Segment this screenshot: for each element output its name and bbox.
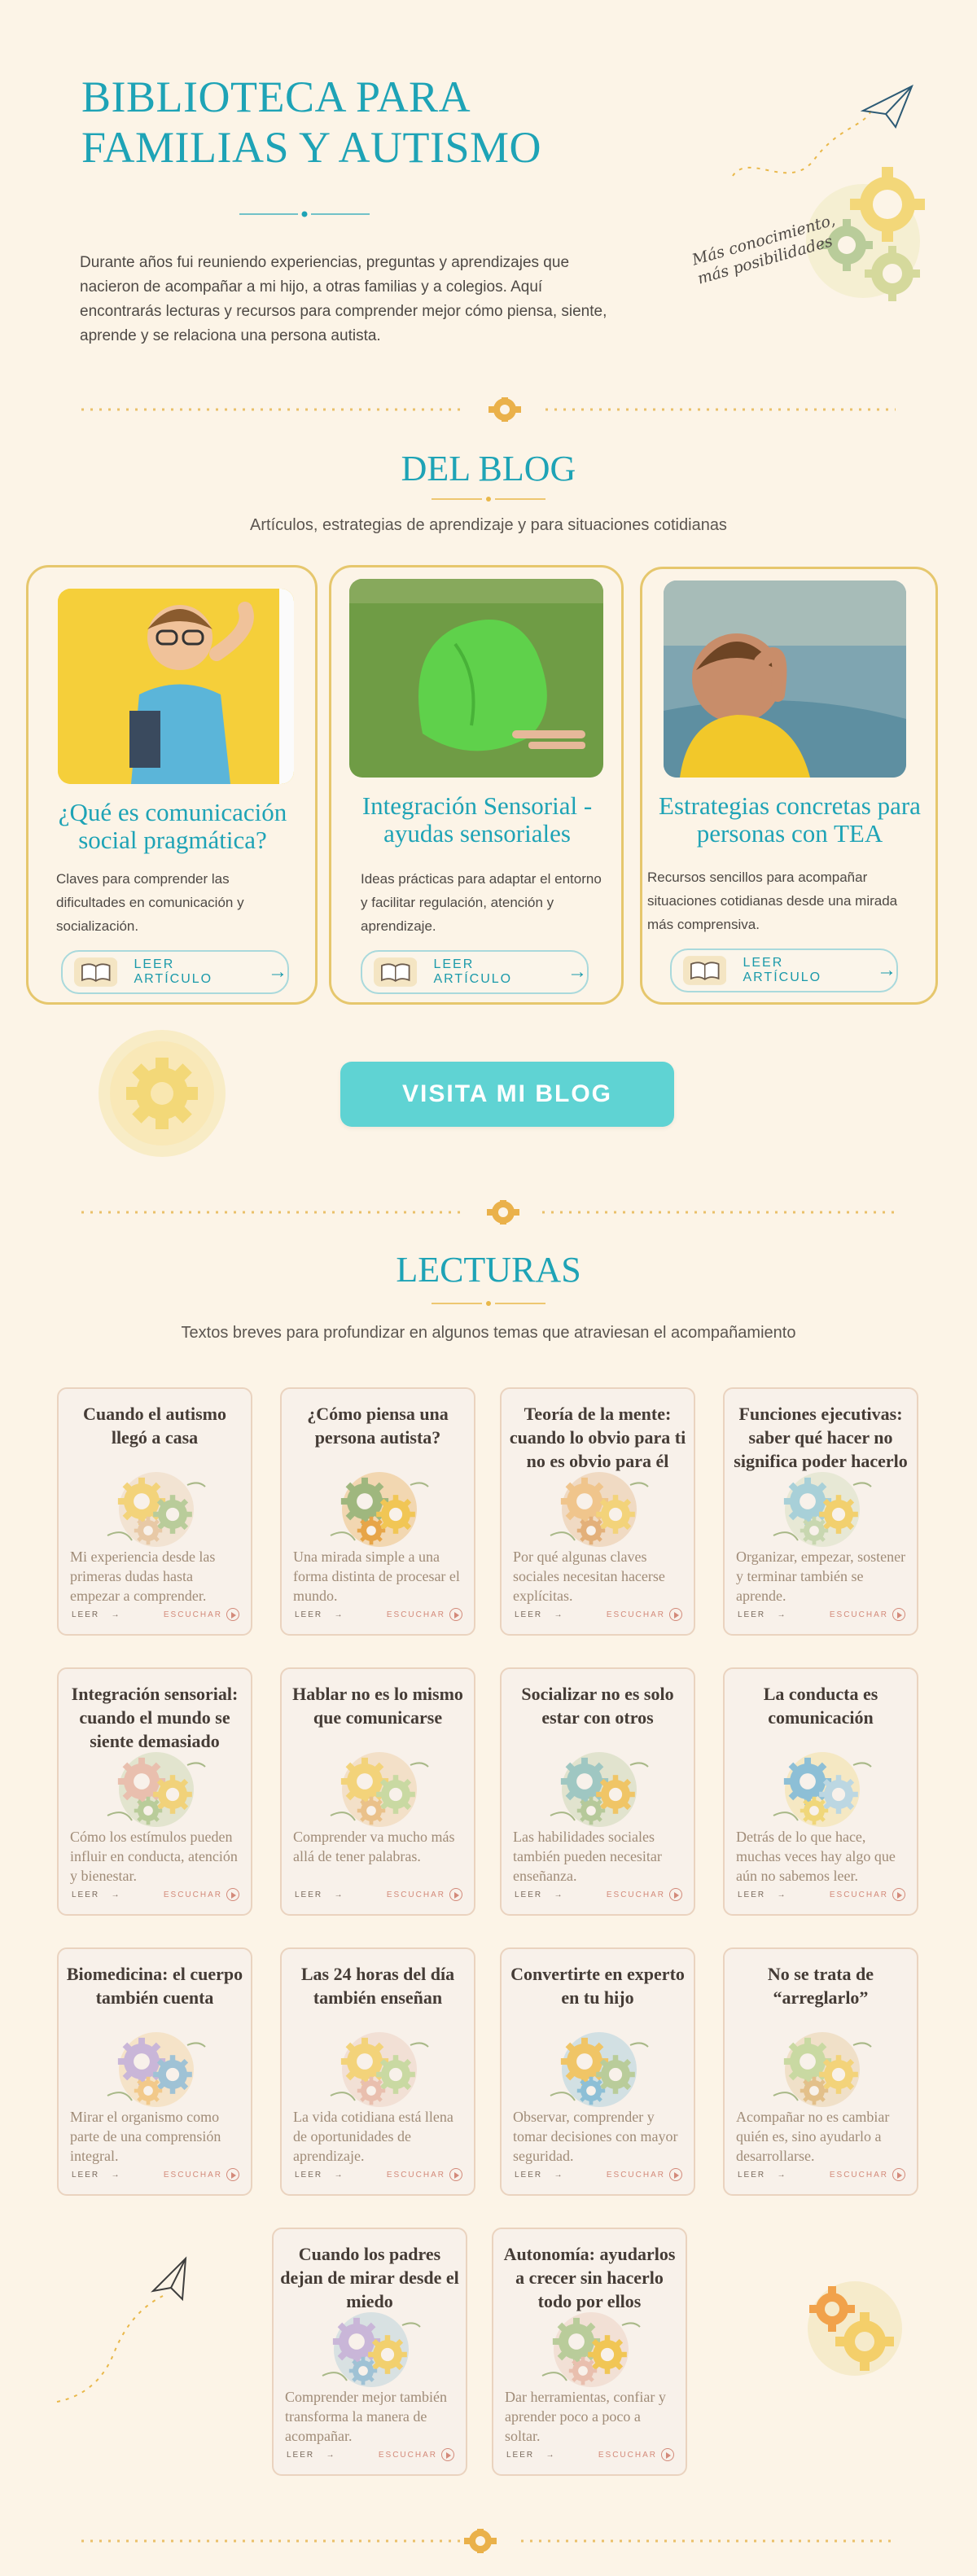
read-link[interactable]: [295, 1610, 344, 1619]
reading-card[interactable]: [500, 1387, 695, 1636]
gears-illustration-icon: [542, 2022, 656, 2112]
gears-illustration-icon: [765, 1462, 879, 1552]
arrow-right-icon: →: [326, 2171, 344, 2180]
play-icon: [441, 2448, 454, 2461]
listen-link-label: ESCUCHAR: [386, 1890, 445, 1899]
listen-link[interactable]: [387, 2168, 462, 2181]
listen-link-label: ESCUCHAR: [386, 1610, 445, 1619]
reading-card[interactable]: [500, 1667, 695, 1916]
read-article-button[interactable]: [670, 948, 898, 992]
arrow-right-icon: →: [769, 1610, 787, 1619]
arrow-right-icon: →: [103, 1890, 121, 1899]
play-icon: [892, 2168, 905, 2181]
blog-card-title[interactable]: ¿Qué es comunicación social pragmática?: [58, 798, 287, 854]
reading-card-desc: Las habilidades sociales también pueden necesitar enseñanza.: [513, 1829, 662, 1884]
reading-card-title: Biomedicina: el cuerpo también cuenta: [66, 1964, 243, 2008]
reading-card-title: Socializar no es solo estar con otros: [521, 1684, 674, 1728]
reading-card[interactable]: [492, 2228, 687, 2476]
arrow-right-icon: →: [545, 1610, 564, 1619]
book-icon: [74, 957, 117, 987]
play-icon: [892, 1608, 905, 1621]
reading-card-desc: Detrás de lo que hace, muchas veces hay algo que aún no sabemos leer.: [736, 1829, 896, 1884]
listen-link[interactable]: [830, 1608, 905, 1621]
read-article-label: LEER ARTÍCULO: [134, 957, 213, 986]
reading-card[interactable]: [280, 1667, 475, 1916]
read-link-label: LEER: [72, 1610, 100, 1619]
reading-card-title: Integración sensorial: cuando el mundo se siente demasiado: [71, 1684, 239, 1751]
reading-card-desc: Mi experiencia desde las primeras dudas hasta empezar a comprender.: [70, 1549, 216, 1604]
read-link[interactable]: [738, 1890, 786, 1899]
arrow-right-icon: →: [103, 2171, 121, 2180]
read-link[interactable]: [515, 1610, 563, 1619]
arrow-right-icon: →: [268, 961, 287, 983]
read-link-label: LEER: [72, 1890, 100, 1899]
read-link-label: LEER: [295, 1890, 323, 1899]
listen-link[interactable]: [607, 1888, 682, 1901]
reading-card-desc: Acompañar no es cambiar quién es, sino ayudarlo a desarrollarse.: [736, 2109, 890, 2164]
gears-illustration-icon: [99, 2022, 213, 2112]
readings-subtitle: Textos breves para profundizar en algunos temas que atraviesan el acompañamiento: [181, 1324, 796, 1342]
blog-card: [640, 567, 938, 1005]
play-icon: [449, 1888, 462, 1901]
read-link-label: LEER: [738, 1890, 766, 1899]
read-link-label: LEER: [287, 2451, 315, 2460]
reading-card-desc: Observar, comprender y tomar decisiones con mayor seguridad.: [513, 2109, 678, 2164]
read-link-label: LEER: [72, 2171, 100, 2180]
gear-icon: [487, 1200, 519, 1224]
arrow-right-icon: →: [326, 1890, 344, 1899]
section-divider: [81, 2529, 896, 2553]
reading-card-title: Funciones ejecutivas: saber qué hacer no significa poder hacerlo: [734, 1404, 908, 1471]
reading-card-desc: Una mirada simple a una forma distinta de procesar el mundo.: [293, 1549, 460, 1604]
gears-illustration-icon: [99, 1462, 213, 1552]
reading-card-title: Las 24 horas del día también enseñan: [300, 1964, 455, 2008]
reading-card-desc: La vida cotidiana está llena de oportunidades de aprendizaje.: [293, 2109, 453, 2164]
arrow-right-icon: →: [769, 2171, 787, 2180]
play-icon: [449, 2168, 462, 2181]
read-link[interactable]: [515, 2171, 563, 2180]
listen-link[interactable]: [387, 1608, 462, 1621]
play-icon: [669, 2168, 682, 2181]
listen-link-label: ESCUCHAR: [386, 2170, 445, 2180]
listen-link-label: ESCUCHAR: [829, 1890, 888, 1899]
listen-link[interactable]: [598, 2448, 674, 2461]
play-icon: [661, 2448, 674, 2461]
arrow-right-icon: →: [545, 1890, 564, 1899]
listen-link-label: ESCUCHAR: [163, 1890, 222, 1899]
play-icon: [669, 1888, 682, 1901]
read-link[interactable]: [72, 1610, 120, 1619]
reading-card[interactable]: [723, 1667, 918, 1916]
intro-text: Durante años fui reuniendo experiencias, preguntas y aprendizajes que nacieron de acompañar a mi hijo, a otras familias y a colegios. Aquí encontrarás lecturas y recursos para comprender mejor cómo piensa, siente, aprende y se relaciona una persona autista.: [80, 254, 607, 344]
blog-card: [26, 565, 318, 1005]
listen-link-label: ESCUCHAR: [163, 2170, 222, 2180]
blog-card-image: [349, 579, 603, 778]
reading-card[interactable]: [723, 1947, 918, 2196]
blog-card-image: [664, 580, 906, 778]
blog-card-desc: Claves para comprender las dificultades en comunicación y socialización.: [56, 871, 244, 934]
read-link[interactable]: [72, 2171, 120, 2180]
section-title-underline: [432, 495, 545, 503]
book-icon: [374, 957, 417, 987]
blog-card-desc: Recursos sencillos para acompañar situaciones cotidianas desde una mirada más comprensiva.: [647, 870, 898, 932]
section-title-underline: [432, 1299, 545, 1308]
reading-card[interactable]: [57, 1667, 252, 1916]
reading-card[interactable]: [723, 1387, 918, 1636]
gear-icon: [488, 397, 521, 422]
page-title: [81, 72, 586, 173]
reading-card[interactable]: [500, 1947, 695, 2196]
play-icon: [226, 2168, 239, 2181]
play-icon: [449, 1608, 462, 1621]
gears-illustration-icon: [322, 2022, 436, 2112]
blog-card-title[interactable]: Integración Sensorial - ayudas sensoriales: [361, 791, 593, 848]
play-icon: [226, 1608, 239, 1621]
reading-card-title: La conducta es comunicación: [763, 1684, 878, 1728]
listen-link[interactable]: [164, 1888, 239, 1901]
reading-card-title: Convertirte en experto en tu hijo: [510, 1964, 685, 2008]
hero-decoration: [700, 78, 928, 322]
reading-card-title: Cuando los padres dejan de mirar desde el miedo: [280, 2244, 459, 2311]
listen-link[interactable]: [830, 1888, 905, 1901]
read-link[interactable]: [72, 1890, 120, 1899]
listen-link-label: ESCUCHAR: [606, 1890, 665, 1899]
listen-link[interactable]: [379, 2448, 454, 2461]
arrow-right-icon: →: [545, 2171, 564, 2180]
reading-card-title: Cuando el autismo llegó a casa: [82, 1404, 227, 1448]
visit-blog-button[interactable]: VISITA MI BLOG: [340, 1062, 674, 1127]
read-link[interactable]: [515, 1890, 563, 1899]
listen-link-label: ESCUCHAR: [606, 1610, 665, 1619]
reading-card-title: ¿Cómo piensa una persona autista?: [307, 1404, 449, 1448]
listen-link-label: ESCUCHAR: [378, 2450, 437, 2460]
read-link[interactable]: [295, 2171, 344, 2180]
gear-icon: [96, 1027, 228, 1159]
blog-card: [329, 565, 624, 1005]
gears-illustration-icon: [542, 1462, 656, 1552]
read-link-label: LEER: [515, 1610, 543, 1619]
gears-illustration-icon: [765, 1742, 879, 1832]
gears-illustration-icon: [314, 2302, 428, 2392]
read-link[interactable]: [287, 2451, 335, 2460]
reading-card-title: Teoría de la mente: cuando lo obvio para ti no es obvio para él: [509, 1404, 686, 1471]
arrow-right-icon: →: [326, 1610, 344, 1619]
gear-icon: [464, 2529, 497, 2553]
read-article-label: LEER ARTÍCULO: [743, 956, 822, 984]
read-link[interactable]: [738, 2171, 786, 2180]
listen-link-label: ESCUCHAR: [598, 2450, 657, 2460]
reading-card[interactable]: [280, 1387, 475, 1636]
read-link-label: LEER: [506, 2451, 535, 2460]
reading-card-desc: Organizar, empezar, sostener y terminar también se aprende.: [736, 1549, 906, 1604]
read-link-label: LEER: [515, 1890, 543, 1899]
gears-illustration-icon: [765, 2022, 879, 2112]
blog-card-title[interactable]: Estrategias concretas para personas con TEA: [659, 791, 921, 848]
reading-card[interactable]: [57, 1387, 252, 1636]
read-link[interactable]: [295, 1890, 344, 1899]
play-icon: [892, 1888, 905, 1901]
handwritten-quote: Más conocimiento, más posibilidades: [690, 211, 838, 288]
reading-card-desc: Cómo los estímulos pueden influir en conducta, atención y bienestar.: [70, 1829, 238, 1884]
arrow-right-icon: →: [877, 959, 896, 981]
read-link-label: LEER: [515, 2171, 543, 2180]
arrow-right-icon: →: [769, 1890, 787, 1899]
reading-card[interactable]: [280, 1947, 475, 2196]
paper-plane-icon: [153, 2258, 186, 2299]
reading-card-desc: Dar herramientas, confiar y aprender poco a poco a soltar.: [505, 2389, 666, 2444]
reading-card[interactable]: [272, 2228, 467, 2476]
reading-card-desc: Comprender va mucho más allá de tener palabras.: [293, 1829, 455, 1864]
blog-card-desc: Ideas prácticas para adaptar el entorno y facilitar regulación, atención y aprendizaje.: [361, 871, 602, 934]
arrow-right-icon: →: [103, 1610, 121, 1619]
read-article-button[interactable]: [61, 950, 289, 994]
title-underline: [239, 210, 370, 218]
read-article-label: LEER ARTÍCULO: [433, 957, 513, 986]
arrow-right-icon: →: [537, 2451, 556, 2460]
section-divider: [81, 1200, 896, 1224]
listen-link[interactable]: [164, 2168, 239, 2181]
blog-section-title: DEL BLOG: [401, 449, 576, 488]
listen-link[interactable]: [387, 1888, 462, 1901]
listen-link-label: ESCUCHAR: [829, 2170, 888, 2180]
gears-decoration: [798, 2272, 904, 2377]
read-link-label: LEER: [295, 2171, 323, 2180]
paper-plane-icon: [863, 86, 912, 127]
reading-card-desc: Mirar el organismo como parte de una comprensión integral.: [70, 2109, 221, 2164]
reading-card-desc: Comprender mejor también transforma la manera de acompañar.: [285, 2389, 447, 2444]
blog-subtitle: Artículos, estrategias de aprendizaje y para situaciones cotidianas: [250, 516, 727, 534]
arrow-right-icon: →: [567, 961, 587, 983]
listen-link[interactable]: [607, 1608, 682, 1621]
gears-illustration-icon: [99, 1742, 213, 1832]
listen-link-label: ESCUCHAR: [606, 2170, 665, 2180]
read-link-label: LEER: [738, 2171, 766, 2180]
title-line-1: BIBLIOTECA PARA: [81, 72, 471, 121]
listen-link[interactable]: [607, 2168, 682, 2181]
reading-card-title: Autonomía: ayudarlos a crecer sin hacerlo todo por ellos: [503, 2244, 676, 2311]
title-line-2: FAMILIAS Y AUTISMO: [81, 123, 542, 172]
reading-card-desc: Por qué algunas claves sociales necesitan hacerse explícitas.: [513, 1549, 665, 1604]
gears-illustration-icon: [534, 2302, 648, 2392]
listen-link-label: ESCUCHAR: [163, 1610, 222, 1619]
read-link[interactable]: [738, 1610, 786, 1619]
book-icon: [683, 956, 726, 985]
reading-card-title: Hablar no es lo mismo que comunicarse: [292, 1684, 463, 1728]
reading-card-title: No se trata de “arreglarlo”: [767, 1964, 874, 2008]
gears-illustration-icon: [322, 1462, 436, 1552]
play-icon: [226, 1888, 239, 1901]
section-divider: [81, 397, 896, 422]
listen-link[interactable]: [164, 1608, 239, 1621]
gears-illustration-icon: [322, 1742, 436, 1832]
listen-link-label: ESCUCHAR: [829, 1610, 888, 1619]
arrow-right-icon: →: [318, 2451, 336, 2460]
listen-link[interactable]: [830, 2168, 905, 2181]
read-link-label: LEER: [295, 1610, 323, 1619]
read-link[interactable]: [506, 2451, 555, 2460]
gears-illustration-icon: [542, 1742, 656, 1832]
read-link-label: LEER: [738, 1610, 766, 1619]
reading-card[interactable]: [57, 1947, 252, 2196]
play-icon: [669, 1608, 682, 1621]
readings-section-title: LECTURAS: [396, 1250, 581, 1290]
blog-card-image: [58, 589, 294, 784]
paper-plane-decoration: [49, 2247, 195, 2410]
read-article-button[interactable]: [361, 950, 589, 994]
